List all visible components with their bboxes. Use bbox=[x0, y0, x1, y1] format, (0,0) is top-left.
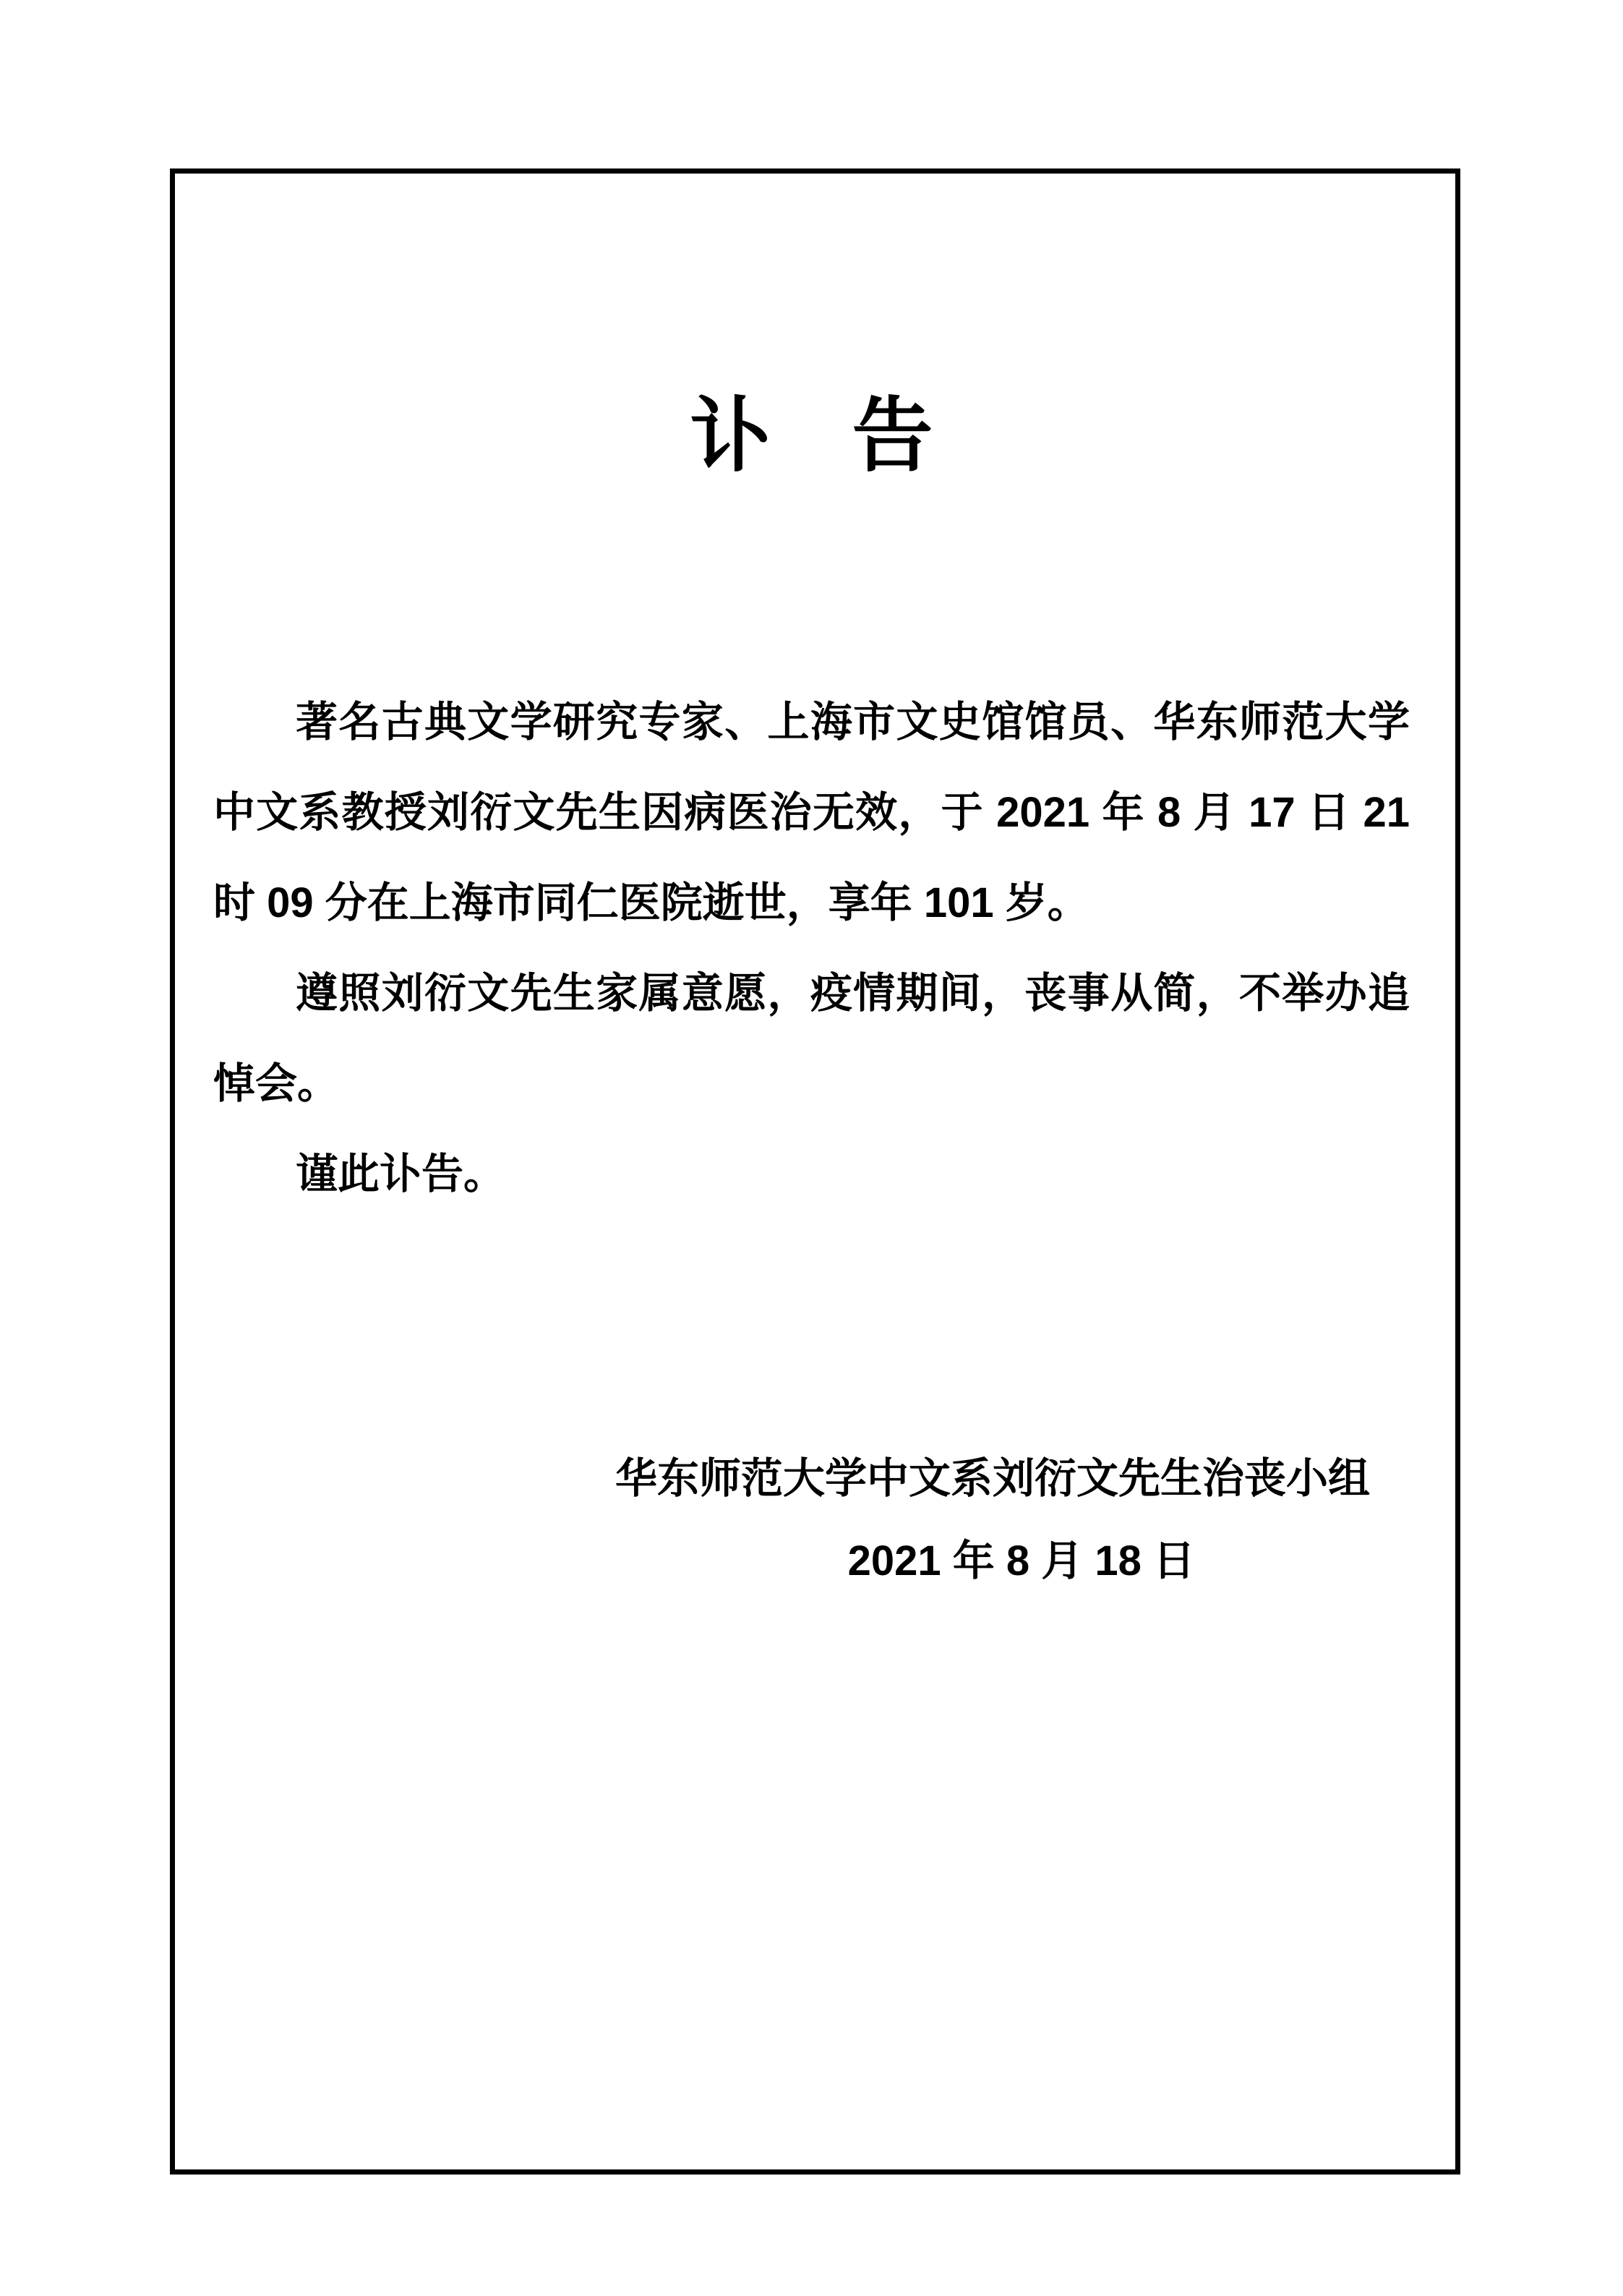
body-line-3: 时 09 分在上海市同仁医院逝世，享年 101 岁。 bbox=[213, 879, 1089, 926]
obituary-title: 讣 告 bbox=[690, 391, 933, 481]
signature-line: 华东师范大学中文系刘衍文先生治丧小组 bbox=[614, 1455, 1370, 1502]
date-line: 2021 年 8 月 18 日 bbox=[847, 1537, 1195, 1584]
body-line-6: 谨此讣告。 bbox=[296, 1151, 506, 1198]
body-line-1: 著名古典文学研究专家、上海市文史馆馆员、华东师范大学 bbox=[296, 699, 1410, 746]
body-line-2: 中文系教授刘衍文先生因病医治无效，于 2021 年 8 月 17 日 21 bbox=[213, 789, 1410, 836]
body-line-4: 遵照刘衍文先生家属意愿，疫情期间，丧事从简，不举办追 bbox=[296, 970, 1410, 1017]
obituary-body bbox=[213, 677, 1410, 1219]
body-line-5: 悼会。 bbox=[213, 1060, 340, 1107]
